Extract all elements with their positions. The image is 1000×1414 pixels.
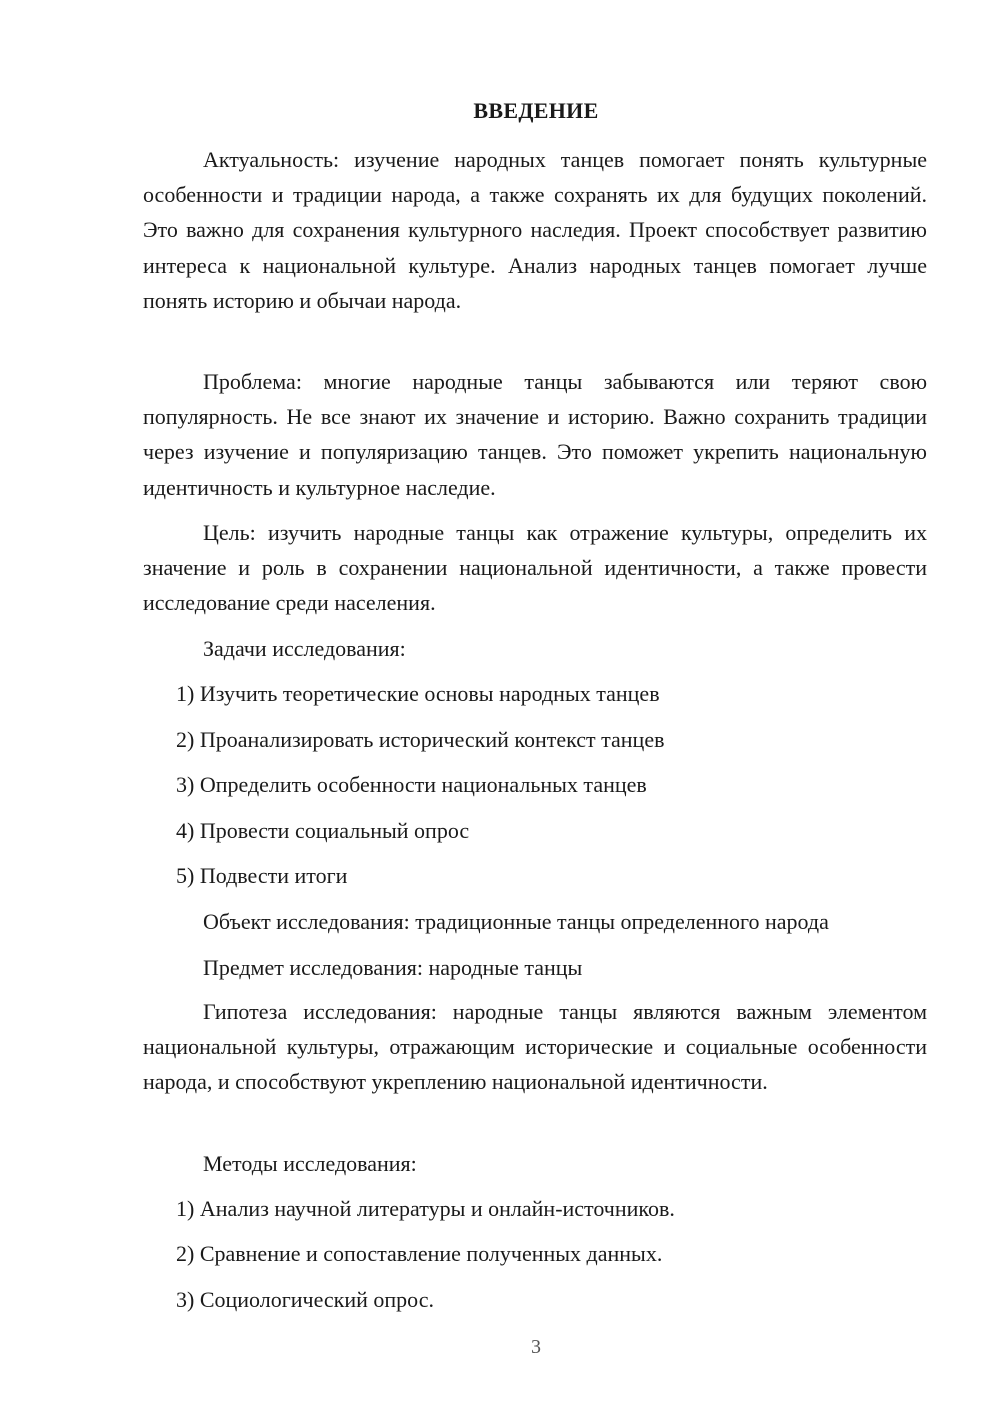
methods-heading: Методы исследования: [203, 1151, 417, 1176]
page-number: 3 [531, 1336, 541, 1358]
tasks-heading: Задачи исследования: [203, 636, 406, 661]
problem-paragraph: Проблема: многие народные танцы забываются или теряют свою популярность. Не все знают их значение и историю. Важно сохранить традиции через изучение и популяризацию танцев. Это поможет укрепить национальную идентичность и культурное наследие. [143, 369, 927, 500]
task-item: 2) Проанализировать исторический контекст танцев [176, 727, 665, 752]
goal-paragraph: Цель: изучить народные танцы как отражение культуры, определить их значение и роль в сохранении национальной идентичности, а также провести исследование среди населения. [143, 520, 927, 616]
hypothesis-paragraph: Гипотеза исследования: народные танцы являются важным элементом национальной культуры, отражающим исторические и социальные особенности народа, и способствуют укреплению национальной идентичности. [143, 999, 927, 1095]
subject-statement: Предмет исследования: народные танцы [203, 955, 583, 980]
task-item: 4) Провести социальный опрос [176, 818, 470, 843]
method-item: 1) Анализ научной литературы и онлайн-источников. [176, 1196, 675, 1221]
method-item: 3) Социологический опрос. [176, 1287, 434, 1312]
method-item: 2) Сравнение и сопоставление полученных данных. [176, 1241, 663, 1266]
task-item: 5) Подвести итоги [176, 863, 348, 888]
object-statement: Объект исследования: традиционные танцы определенного народа [203, 909, 829, 934]
task-item: 3) Определить особенности национальных танцев [176, 772, 647, 797]
task-item: 1) Изучить теоретические основы народных танцев [176, 681, 660, 706]
page-title: ВВЕДЕНИЕ [473, 98, 599, 123]
relevance-paragraph: Актуальность: изучение народных танцев помогает понять культурные особенности и традиции народа, а также сохранять их для будущих поколений. Это важно для сохранения культурного наследия. Проект способствует развитию интереса к национальной культуре. Анализ народных танцев помогает лучше понять историю и обычаи народа. [143, 147, 927, 313]
